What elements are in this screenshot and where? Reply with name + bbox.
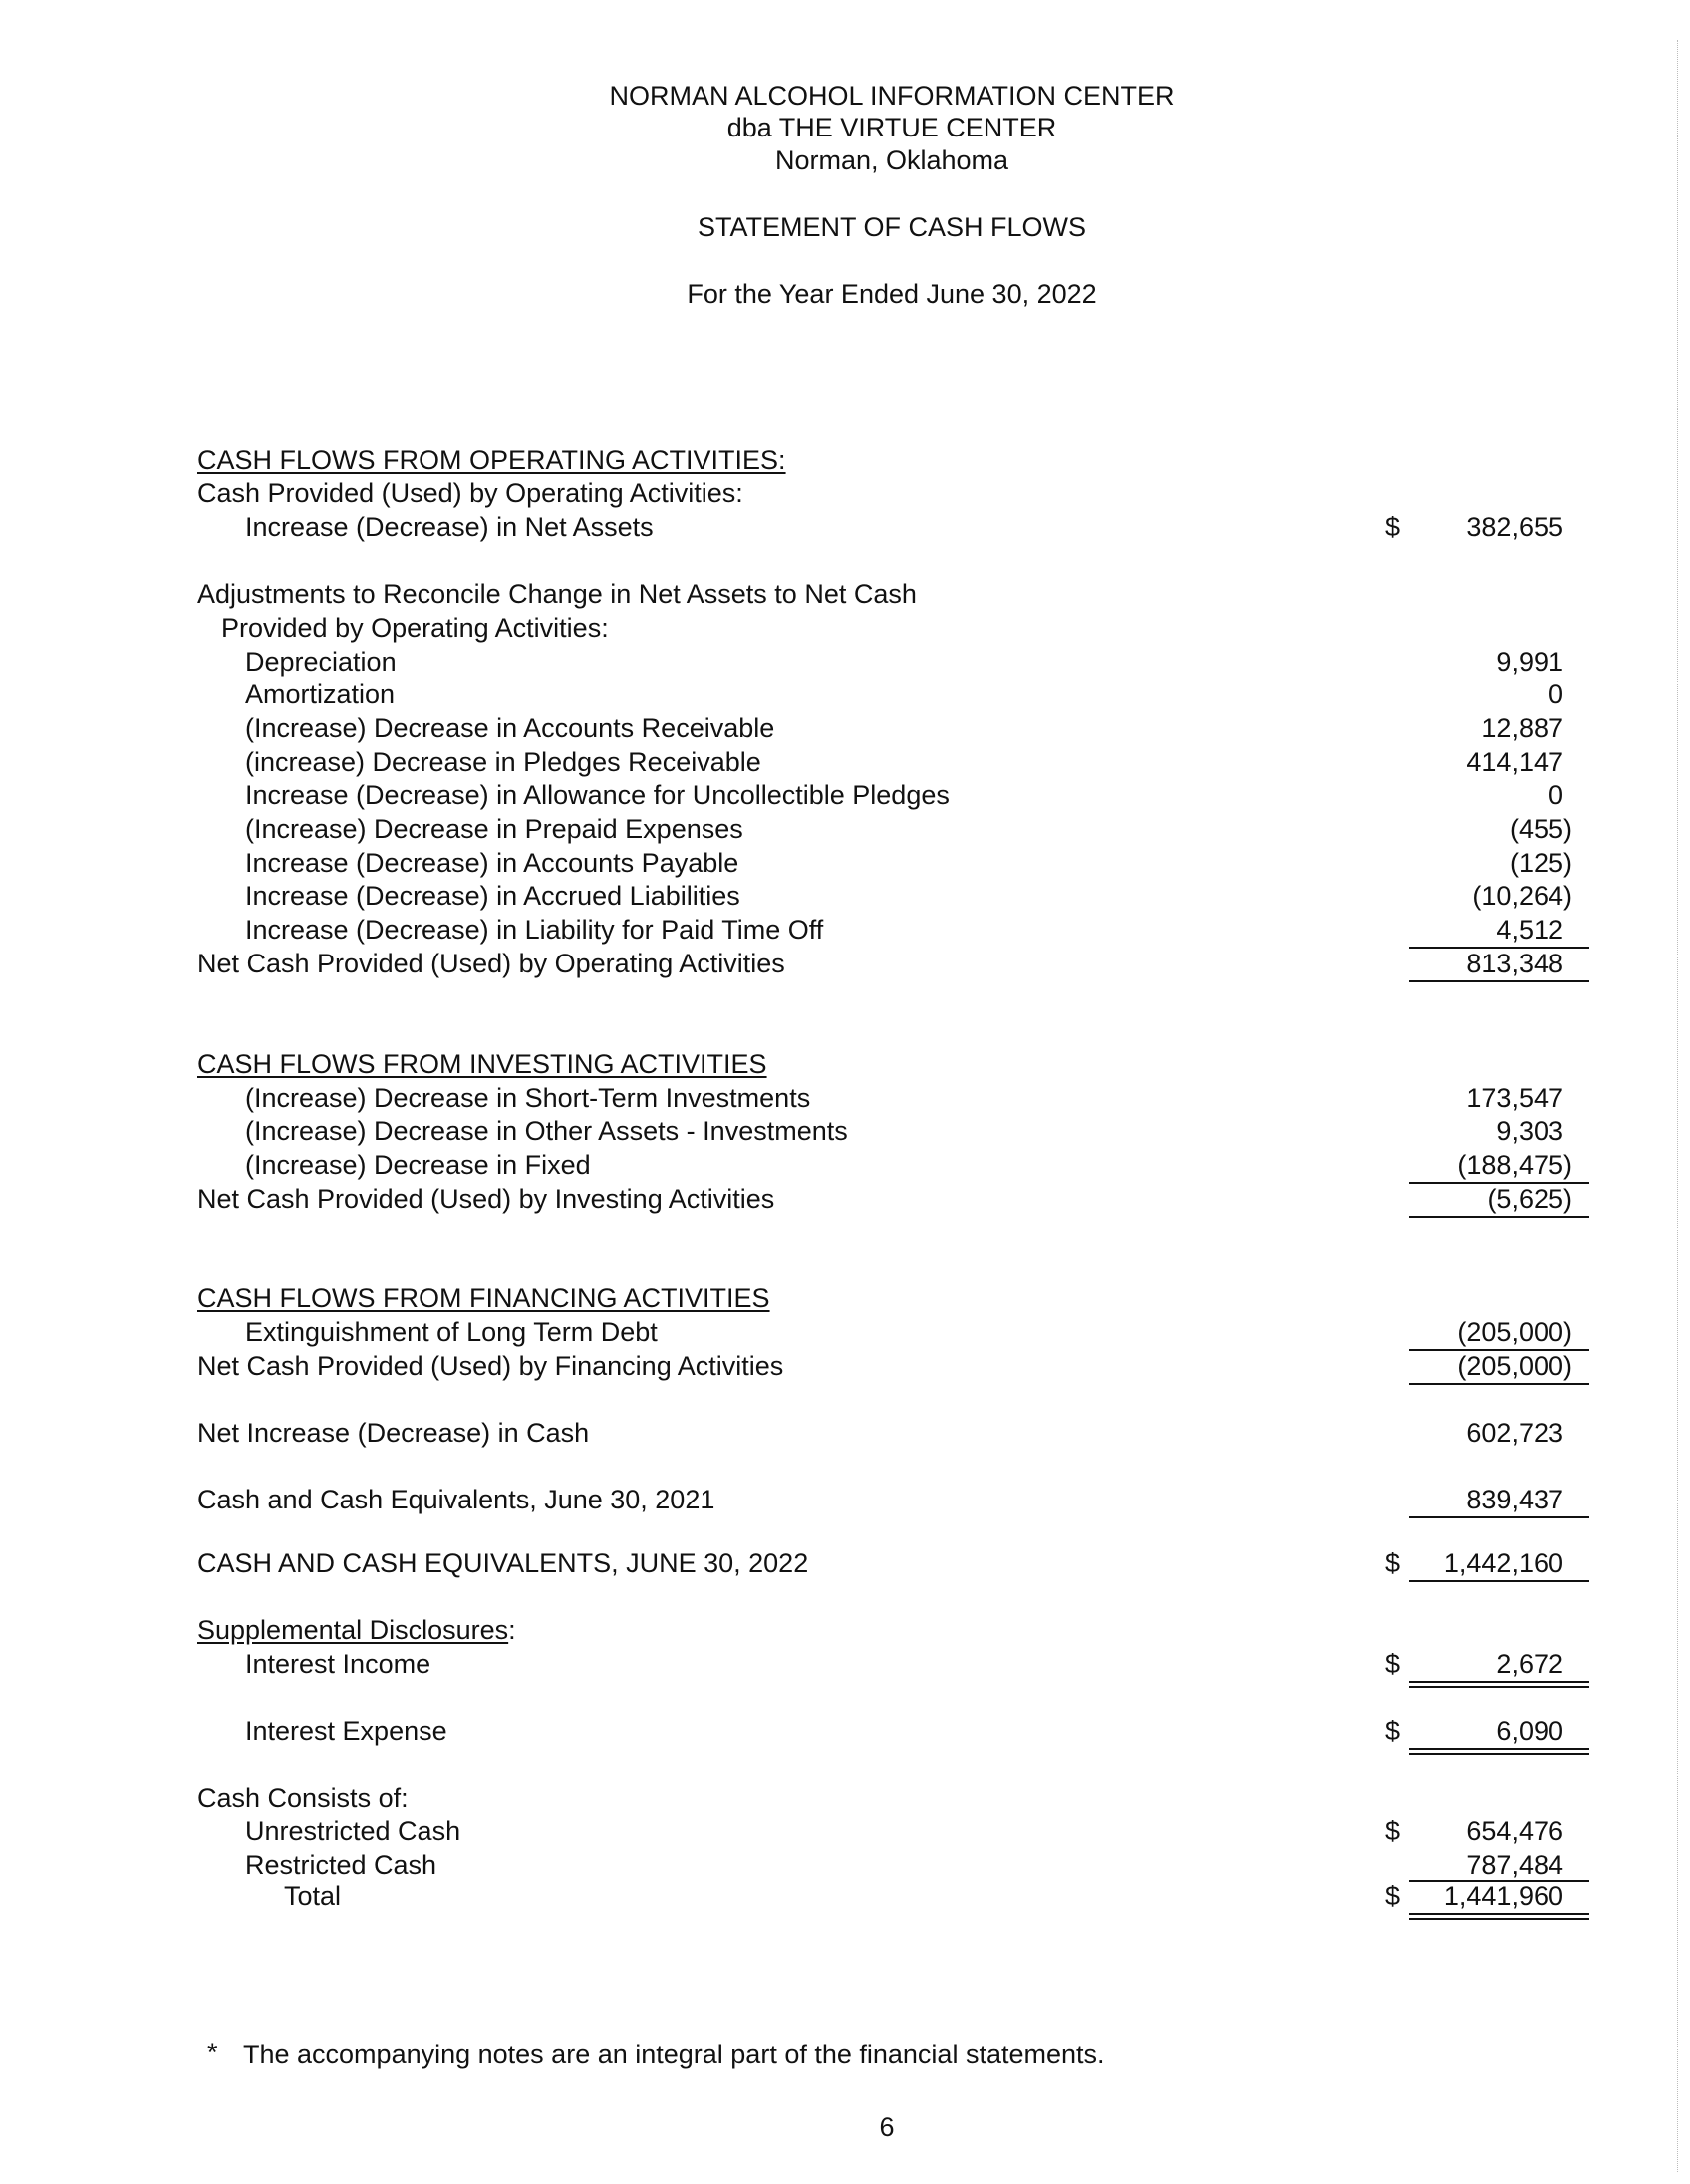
supplemental-heading-colon: :: [508, 1615, 516, 1645]
total-rule: [1409, 1580, 1589, 1582]
operating-net-label: Net Cash Provided (Used) by Operating Activities: [197, 949, 785, 978]
cash-consists-heading: Cash Consists of:: [197, 1783, 409, 1813]
line-item-label: Increase (Decrease) in Accrued Liabilities: [245, 881, 740, 911]
line-item-label: (Increase) Decrease in Prepaid Expenses: [245, 814, 743, 844]
location: Norman, Oklahoma: [774, 145, 1009, 175]
operating-subheading: Cash Provided (Used) by Operating Activities:: [197, 478, 743, 508]
line-item-label: Amortization: [245, 680, 396, 709]
restricted-cash-label: Restricted Cash: [245, 1850, 437, 1880]
line-item-label: (Increase) Decrease in Other Assets - Investments: [245, 1116, 848, 1146]
ending-cash-label: CASH AND CASH EQUIVALENTS, JUNE 30, 2022: [197, 1548, 809, 1578]
dollar-sign: $: [1385, 1716, 1401, 1746]
operating-heading: CASH FLOWS FROM OPERATING ACTIVITIES:: [197, 445, 786, 475]
total-cash-value: 1,441,960: [1443, 1881, 1563, 1911]
line-item-value: 12,887: [1481, 713, 1563, 743]
beginning-cash-value: 839,437: [1466, 1485, 1563, 1514]
financing-net-value: (205,000): [1457, 1351, 1572, 1381]
ending-cash-value: 1,442,160: [1443, 1548, 1563, 1578]
net-increase-label: Net Increase (Decrease) in Cash: [197, 1418, 590, 1448]
total-rule: [1409, 980, 1589, 982]
line-item-value: 4,512: [1496, 915, 1563, 945]
total-rule: [1409, 1216, 1589, 1218]
subtotal-rule: [1409, 1516, 1589, 1518]
line-item-label: (Increase) Decrease in Accounts Receivable: [245, 713, 775, 743]
total-cash-label: Total: [284, 1881, 342, 1911]
statement-title: STATEMENT OF CASH FLOWS: [697, 212, 1087, 242]
adjustments-heading: Adjustments to Reconcile Change in Net Assets to Net Cash: [197, 579, 917, 609]
double-rule-bottom: [1409, 1753, 1589, 1755]
operating-net-value: 813,348: [1466, 949, 1563, 978]
page-edge: [1677, 40, 1678, 2172]
beginning-cash-label: Cash and Cash Equivalents, June 30, 2021: [197, 1485, 715, 1514]
net-increase-value: 602,723: [1466, 1418, 1563, 1448]
investing-net-label: Net Cash Provided (Used) by Investing Activities: [197, 1184, 775, 1214]
total-rule: [1409, 1383, 1589, 1385]
line-item-value: 173,547: [1466, 1083, 1563, 1113]
interest-expense-label: Interest Expense: [245, 1716, 447, 1746]
double-rule-top: [1409, 1913, 1589, 1915]
financing-heading: CASH FLOWS FROM FINANCING ACTIVITIES: [197, 1283, 770, 1313]
interest-income-value: 2,672: [1496, 1649, 1563, 1679]
line-item-label: Increase (Decrease) in Accounts Payable: [245, 848, 739, 878]
restricted-cash-value: 787,484: [1466, 1850, 1563, 1880]
investing-heading: CASH FLOWS FROM INVESTING ACTIVITIES: [197, 1049, 767, 1079]
net-assets-label: Increase (Decrease) in Net Assets: [245, 512, 654, 542]
line-item-value: 9,991: [1496, 647, 1563, 677]
statement-period: For the Year Ended June 30, 2022: [687, 279, 1097, 309]
line-item-value: (10,264): [1472, 881, 1572, 911]
line-item-label: (increase) Decrease in Pledges Receivable: [245, 747, 761, 777]
supplemental-heading-text: Supplemental Disclosures: [197, 1615, 509, 1645]
line-item-value: 414,147: [1466, 747, 1563, 777]
line-item-value: 0: [1548, 680, 1563, 709]
net-assets-value: 382,655: [1466, 512, 1563, 542]
dollar-sign: $: [1385, 1548, 1401, 1578]
line-item-value: (455): [1509, 814, 1572, 844]
dollar-sign: $: [1385, 1816, 1401, 1846]
line-item-label: (Increase) Decrease in Fixed: [245, 1150, 591, 1180]
double-rule-top: [1409, 1748, 1589, 1750]
interest-income-label: Interest Income: [245, 1649, 431, 1679]
line-item-value: (188,475): [1457, 1150, 1572, 1180]
line-item-value: 9,303: [1496, 1116, 1563, 1146]
footnote-text: The accompanying notes are an integral part of the financial statements.: [243, 2040, 1105, 2069]
supplemental-heading: [197, 1614, 516, 1646]
dba-name: dba THE VIRTUE CENTER: [726, 113, 1057, 142]
org-name: NORMAN ALCOHOL INFORMATION CENTER: [609, 81, 1175, 111]
double-rule-top: [1409, 1681, 1589, 1683]
unrestricted-cash-value: 654,476: [1466, 1816, 1563, 1846]
interest-expense-value: 6,090: [1496, 1716, 1563, 1746]
footnote-marker: *: [207, 2038, 218, 2067]
dollar-sign: $: [1385, 512, 1401, 542]
line-item-value: 0: [1548, 780, 1563, 810]
line-item-label: Extinguishment of Long Term Debt: [245, 1317, 658, 1347]
double-rule-bottom: [1409, 1918, 1589, 1920]
unrestricted-cash-label: Unrestricted Cash: [245, 1816, 461, 1846]
investing-net-value: (5,625): [1487, 1184, 1572, 1214]
dollar-sign: $: [1385, 1649, 1401, 1679]
line-item-value: (205,000): [1457, 1317, 1572, 1347]
line-item-label: Increase (Decrease) in Allowance for Uncollectible Pledges: [245, 780, 950, 810]
page-number: 6: [879, 2112, 895, 2142]
financing-net-label: Net Cash Provided (Used) by Financing Activities: [197, 1351, 784, 1381]
line-item-label: Depreciation: [245, 647, 397, 677]
line-item-label: Increase (Decrease) in Liability for Paid Time Off: [245, 915, 824, 945]
double-rule-bottom: [1409, 1686, 1589, 1688]
line-item-value: (125): [1509, 848, 1572, 878]
line-item-label: (Increase) Decrease in Short-Term Investments: [245, 1083, 811, 1113]
dollar-sign: $: [1385, 1881, 1401, 1911]
adjustments-subheading: Provided by Operating Activities:: [221, 613, 609, 643]
